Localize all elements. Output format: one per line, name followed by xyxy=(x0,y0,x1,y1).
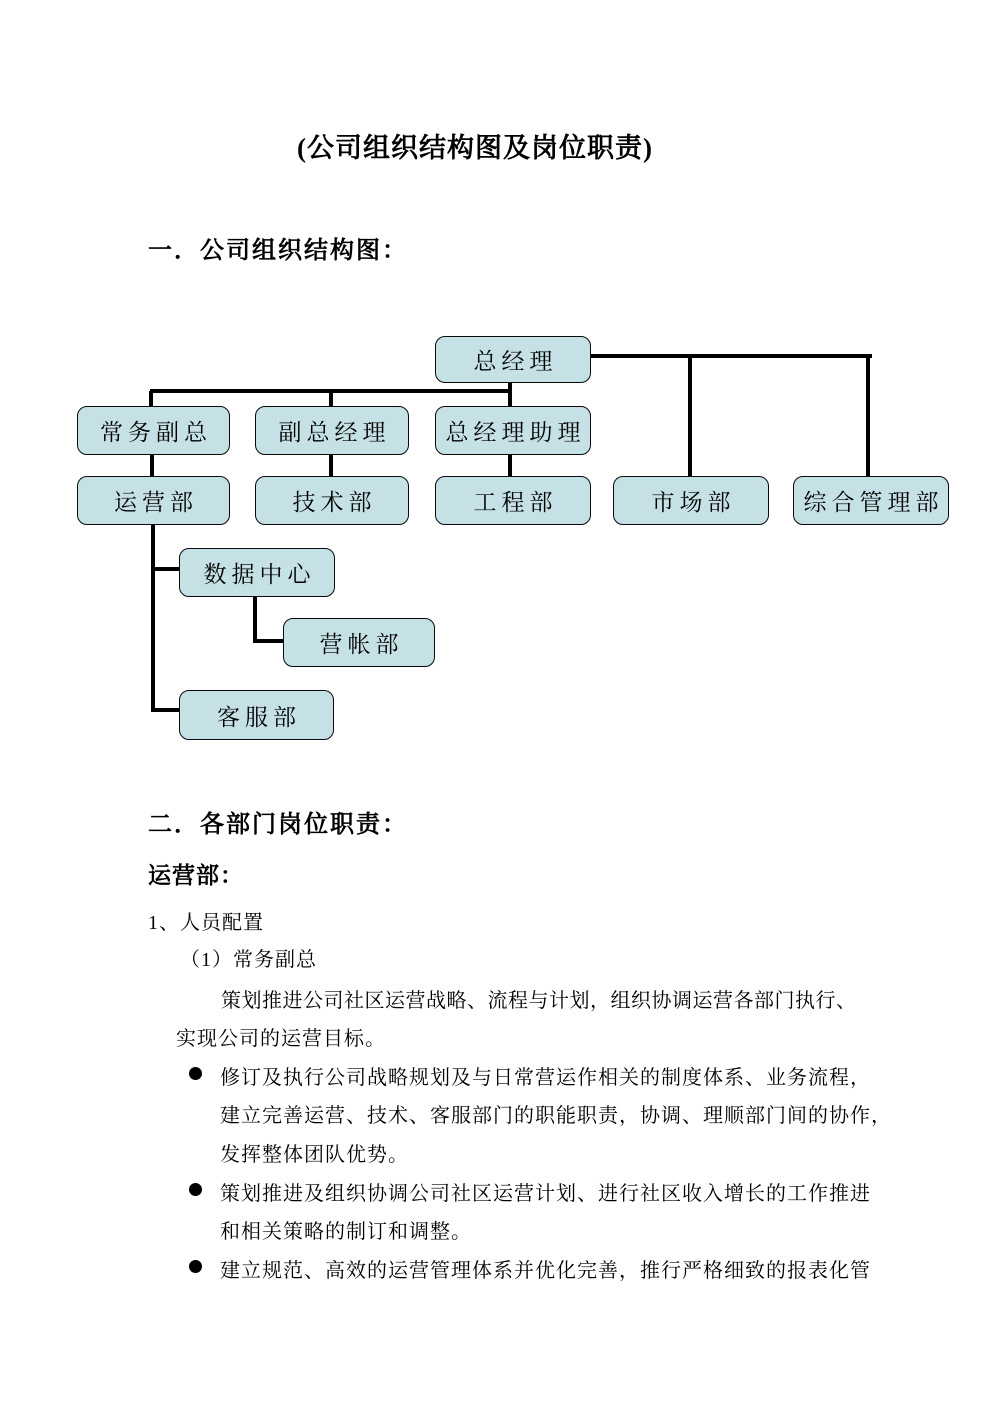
bullet-icon xyxy=(189,1260,202,1273)
role-heading: （1）常务副总 xyxy=(180,949,317,971)
org-node-general-admin-dept: 综合管理部 xyxy=(793,476,949,525)
connector-line xyxy=(149,391,153,406)
org-node-billing-dept: 营帐部 xyxy=(283,618,435,667)
connector-line xyxy=(150,452,154,476)
connector-line xyxy=(508,452,512,476)
connector-line xyxy=(866,356,870,476)
org-node-data-center: 数据中心 xyxy=(179,548,335,597)
bullet-icon xyxy=(189,1183,202,1196)
bullet-item-line: 发挥整体团队优势。 xyxy=(220,1144,409,1166)
connector-line xyxy=(253,639,283,643)
bullet-icon xyxy=(189,1067,202,1080)
section-2-heading: 二．各部门岗位职责： xyxy=(148,812,408,838)
org-node-marketing-dept: 市场部 xyxy=(613,476,769,525)
org-node-general-manager: 总经理 xyxy=(435,336,591,383)
intro-paragraph-line: 实现公司的运营目标。 xyxy=(176,1028,386,1050)
intro-paragraph-line: 策划推进公司社区运营战略、流程与计划，组织协调运营各部门执行、 xyxy=(221,990,857,1012)
connector-line xyxy=(589,354,872,358)
org-node-gm-assistant: 总经理助理 xyxy=(435,406,591,455)
document-title: (公司组织结构图及岗位职责) xyxy=(297,133,653,163)
connector-line xyxy=(329,452,333,476)
connector-line xyxy=(508,380,512,406)
org-node-executive-deputy-gm: 常务副总 xyxy=(77,406,230,455)
bullet-item-line: 建立规范、高效的运营管理体系并优化完善，推行严格细致的报表化管 xyxy=(220,1260,871,1282)
bullet-item-line: 和相关策略的制订和调整。 xyxy=(220,1221,472,1243)
operations-dept-heading: 运营部： xyxy=(148,863,244,888)
connector-line xyxy=(151,523,155,712)
org-node-operations-dept: 运营部 xyxy=(77,476,230,525)
org-node-engineering-dept: 工程部 xyxy=(435,476,591,525)
bullet-item-line: 策划推进及组织协调公司社区运营计划、进行社区收入增长的工作推进 xyxy=(220,1183,871,1205)
section-1-heading: 一．公司组织结构图： xyxy=(148,238,408,264)
staffing-heading: 1、人员配置 xyxy=(148,912,264,934)
org-node-deputy-general-manager: 副总经理 xyxy=(255,406,409,455)
org-node-customer-service-dept: 客服部 xyxy=(179,690,334,740)
connector-line xyxy=(253,594,257,643)
bullet-item-line: 建立完善运营、技术、客服部门的职能职责，协调、理顺部门间的协作， xyxy=(220,1105,892,1127)
connector-line xyxy=(151,708,179,712)
connector-line xyxy=(688,356,692,476)
bullet-item-line: 修订及执行公司战略规划及与日常营运作相关的制度体系、业务流程， xyxy=(220,1067,871,1089)
connector-line xyxy=(151,567,179,571)
connector-line xyxy=(329,391,333,406)
org-node-technology-dept: 技术部 xyxy=(255,476,409,525)
